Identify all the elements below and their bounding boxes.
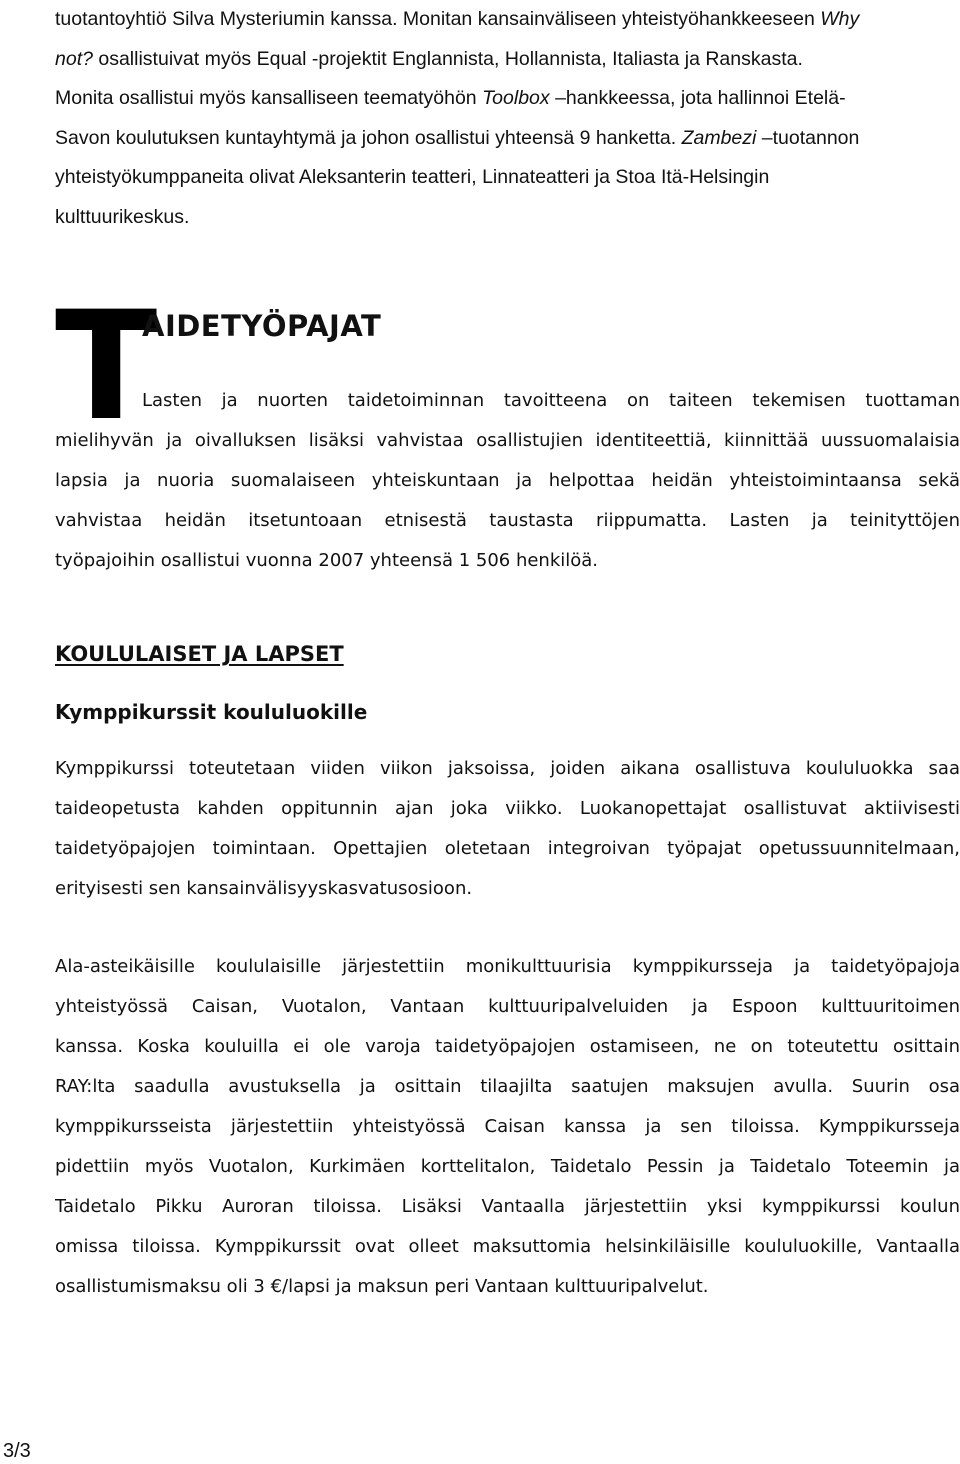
drop-cap: T — [55, 280, 154, 454]
paragraph-line: taidetyöpajojen toimintaan. Opettajien oletetaan integroivan työpajat opetussuunnitelmaan, — [55, 838, 960, 859]
kymppikurssi-paragraph — [55, 749, 960, 909]
paragraph-line: mielihyvän ja oivalluksen lisäksi vahvistaa osallistujien identiteettiä, kiinnittää uussuomalaisia — [55, 430, 960, 451]
paragraph-line: työpajoihin osallistui vuonna 2007 yhteensä 1 506 henkilöä. — [55, 550, 599, 571]
paragraph-line: kanssa. Koska kouluilla ei ole varoja taidetyöpajojen ostamiseen, ne on toteutettu osittain — [55, 1036, 960, 1057]
section-title-koululaiset: KOULULAISET JA LAPSET — [55, 642, 344, 666]
intro-line: yhteistyökumppaneita olivat Aleksanterin teatteri, Linnateatteri ja Stoa Itä-Helsingin — [55, 166, 770, 188]
ala-asteikaisille-paragraph — [55, 947, 960, 1307]
paragraph-line: vahvistaa heidän itsetuntoaan etnisestä taustasta riippumatta. Lasten ja teinityttöjen — [55, 510, 960, 531]
paragraph-line: taideopetusta kahden oppitunnin ajan joka viikko. Luokanopettajat osallistuvat aktiivisesti — [55, 798, 960, 819]
paragraph-line: lapsia ja nuoria suomalaiseen yhteiskuntaan ja helpottaa heidän yhteistoimintaansa sekä — [55, 470, 960, 491]
intro-line: Savon koulutuksen kuntayhtymä ja johon osallistui yhteensä 9 hanketta. Zambezi –tuotannon — [55, 126, 860, 149]
paragraph-line: yhteistyössä Caisan, Vuotalon, Vantaan kulttuuripalveluiden ja Espoon kulttuuritoimen — [55, 996, 960, 1017]
subsection-title-kymppikurssit: Kymppikurssit koululuokille — [55, 700, 368, 724]
paragraph-line: osallistumismaksu oli 3 €/lapsi ja maksun peri Vantaan kulttuuripalvelut. — [55, 1276, 709, 1297]
section-heading-taidetyopajat: AIDETYÖPAJAT — [142, 309, 382, 343]
intro-line: kulttuurikeskus. — [55, 205, 190, 228]
taidetyopajat-paragraph — [55, 381, 960, 581]
intro-line: tuotantoyhtiö Silva Mysteriumin kanssa. Monitan kansainväliseen yhteistyöhankkeeseen Why — [55, 8, 860, 30]
paragraph-line: omissa tiloissa. Kymppikurssit ovat olleet maksuttomia helsinkiläisille koululuokille, Vantaalla — [55, 1236, 960, 1257]
intro-paragraph — [55, 0, 925, 237]
paragraph-line: kymppikursseista järjestettiin yhteistyössä Caisan kanssa ja sen tiloissa. Kymppikursseja — [55, 1116, 960, 1137]
paragraph-line: Kymppikurssi toteutetaan viiden viikon jaksoissa, joiden aikana osallistuva koululuokka saa — [55, 758, 960, 779]
paragraph-line: erityisesti sen kansainvälisyyskasvatusosioon. — [55, 878, 473, 899]
page-number: 3/3 — [3, 1440, 31, 1462]
intro-line: Monita osallistui myös kansalliseen teematyöhön Toolbox –hankkeessa, jota hallinnoi Etelä- — [55, 87, 846, 109]
intro-line: not? osallistuivat myös Equal -projektit Englannista, Hollannista, Italiasta ja Ranskasta. — [55, 47, 803, 70]
paragraph-line: RAY:lta saadulla avustuksella ja osittain tilaajilta saatujen maksujen avulla. Suurin osa — [55, 1076, 960, 1097]
paragraph-line: pidettiin myös Vuotalon, Kurkimäen korttelitalon, Taidetalo Pessin ja Taidetalo Toteemin ja — [55, 1156, 960, 1177]
paragraph-line: Ala-asteikäisille koululaisille järjestettiin monikulttuurisia kymppikursseja ja taidetyöpajoja — [55, 956, 960, 977]
paragraph-line: Lasten ja nuorten taidetoiminnan tavoitteena on taiteen tekemisen tuottaman — [142, 390, 960, 411]
paragraph-line: Taidetalo Pikku Auroran tiloissa. Lisäksi Vantaalla järjestettiin yksi kymppikurssi koulun — [55, 1196, 960, 1217]
